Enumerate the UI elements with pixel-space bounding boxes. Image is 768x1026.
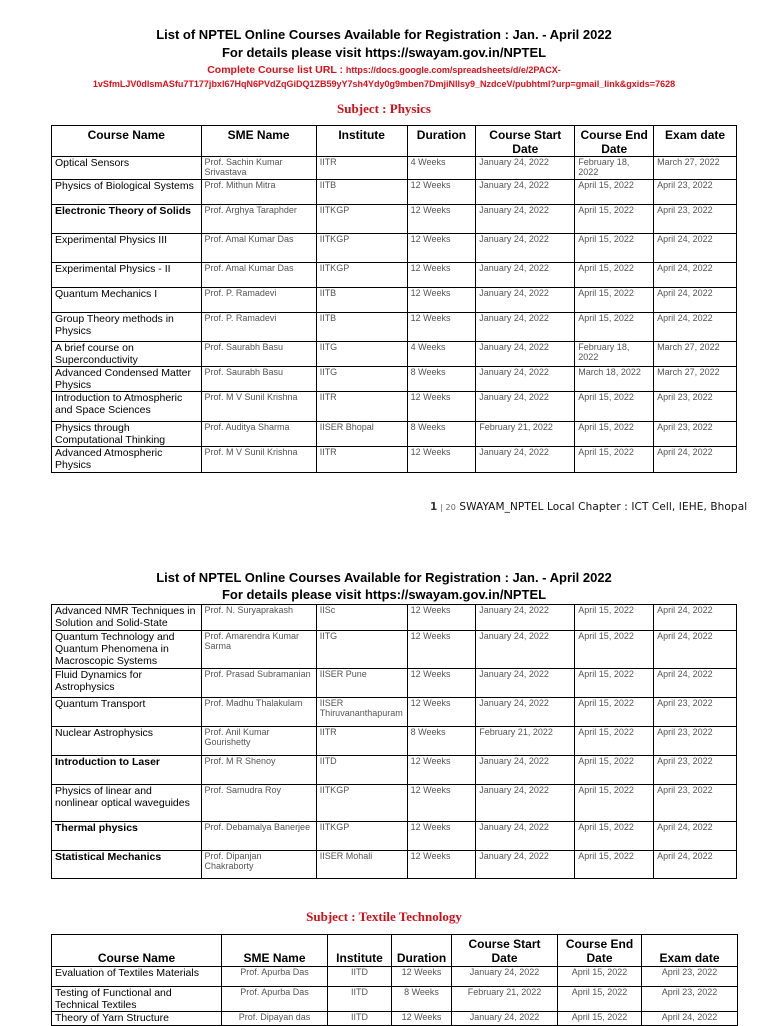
course-list-url-line-1 — [0, 64, 768, 76]
exam-date-cell: April 23, 2022 — [642, 987, 738, 1012]
footer-page-total: 20 — [445, 503, 456, 512]
exam-date-cell: April 24, 2022 — [654, 234, 737, 263]
institute-cell: IISER Bhopal — [316, 422, 407, 447]
table-row — [52, 785, 737, 822]
end-date-cell: April 15, 2022 — [575, 785, 654, 822]
end-date-cell: April 15, 2022 — [575, 447, 654, 473]
institute-cell: IITG — [316, 342, 407, 367]
header-sme-name: SME Name — [201, 126, 316, 157]
table-row — [52, 822, 737, 851]
exam-date-cell: April 24, 2022 — [654, 447, 737, 473]
table-row — [52, 205, 737, 234]
institute-cell: IITD — [328, 967, 392, 987]
table-row — [52, 1012, 738, 1026]
course-name-cell: Physics of linear and nonlinear optical waveguides — [52, 785, 202, 822]
institute-cell: IITB — [316, 180, 407, 205]
institute-cell: IITG — [316, 631, 407, 669]
end-date-cell: April 15, 2022 — [575, 313, 654, 342]
institute-cell: IITR — [316, 727, 407, 756]
duration-cell: 8 Weeks — [407, 367, 476, 392]
start-date-cell: January 24, 2022 — [476, 851, 575, 879]
duration-cell: 12 Weeks — [407, 234, 476, 263]
duration-cell: 12 Weeks — [407, 288, 476, 313]
course-list-url-line-2[interactable]: 1vSfmLJV0dIsmASfu7T177jbxl67HqN6PVdZqGiDQ1ZB59yY7sh4Ydy0g9mben7DmjiNllsy9_NzdceV/pubhtml?urp=gmail_link&gxids=7628 — [92, 79, 676, 89]
header-end-date: Course End Date — [575, 126, 654, 157]
course-name-cell: Advanced NMR Techniques in Solution and Solid-State — [52, 605, 202, 631]
end-date-cell: April 15, 2022 — [575, 180, 654, 205]
header-duration: Duration — [392, 935, 452, 967]
duration-cell: 8 Weeks — [407, 422, 476, 447]
sme-name-cell: Prof. M V Sunil Krishna — [201, 447, 316, 473]
duration-cell: 12 Weeks — [407, 392, 476, 422]
end-date-cell: April 15, 2022 — [575, 698, 654, 727]
exam-date-cell: April 23, 2022 — [654, 180, 737, 205]
exam-date-cell: April 23, 2022 — [654, 756, 737, 785]
header-institute: Institute — [328, 935, 392, 967]
footer-page-number: 1 — [430, 501, 438, 513]
course-name-cell: Physics of Biological Systems — [52, 180, 202, 205]
end-date-cell: March 18, 2022 — [575, 367, 654, 392]
sme-name-cell: Prof. Auditya Sharma — [201, 422, 316, 447]
institute-cell: IITB — [316, 288, 407, 313]
institute-cell: IITD — [328, 1012, 392, 1026]
duration-cell: 12 Weeks — [407, 698, 476, 727]
table-row — [52, 157, 737, 180]
sme-name-cell: Prof. M R Shenoy — [201, 756, 316, 785]
institute-cell: IITKGP — [316, 234, 407, 263]
start-date-cell: January 24, 2022 — [476, 785, 575, 822]
sme-name-cell: Prof. M V Sunil Krishna — [201, 392, 316, 422]
page-2-title: List of NPTEL Online Courses Available for Registration : Jan. - April 2022 — [156, 570, 612, 585]
duration-cell: 8 Weeks — [407, 727, 476, 756]
duration-cell: 12 Weeks — [392, 967, 452, 987]
sme-name-cell: Prof. Dipanjan Chakraborty — [201, 851, 316, 879]
institute-cell: IITG — [316, 367, 407, 392]
page-footer — [430, 501, 747, 513]
course-name-cell: Advanced Atmospheric Physics — [52, 447, 202, 473]
end-date-cell: April 15, 2022 — [575, 822, 654, 851]
start-date-cell: January 24, 2022 — [476, 447, 575, 473]
duration-cell: 12 Weeks — [407, 669, 476, 698]
start-date-cell: January 24, 2022 — [476, 313, 575, 342]
header-end-date: Course End Date — [558, 935, 642, 967]
course-name-cell: Group Theory methods in Physics — [52, 313, 202, 342]
table-row — [52, 605, 737, 631]
course-name-cell: A brief course on Superconductivity — [52, 342, 202, 367]
start-date-cell: January 24, 2022 — [476, 669, 575, 698]
duration-cell: 8 Weeks — [392, 987, 452, 1012]
end-date-cell: April 15, 2022 — [575, 669, 654, 698]
exam-date-cell: April 24, 2022 — [654, 851, 737, 879]
sme-name-cell: Prof. P. Ramadevi — [201, 313, 316, 342]
table-row — [52, 180, 737, 205]
table-row — [52, 987, 738, 1012]
course-name-cell: Advanced Condensed Matter Physics — [52, 367, 202, 392]
table-row — [52, 698, 737, 727]
institute-cell: IITKGP — [316, 785, 407, 822]
sme-name-cell: Prof. Amarendra Kumar Sarma — [201, 631, 316, 669]
duration-cell: 12 Weeks — [392, 1012, 452, 1026]
start-date-cell: January 24, 2022 — [452, 967, 558, 987]
table-row — [52, 367, 737, 392]
institute-cell: IITKGP — [316, 822, 407, 851]
end-date-cell: February 18, 2022 — [575, 342, 654, 367]
course-name-cell: Experimental Physics III — [52, 234, 202, 263]
institute-cell: IITR — [316, 447, 407, 473]
end-date-cell: April 15, 2022 — [575, 205, 654, 234]
start-date-cell: January 24, 2022 — [476, 756, 575, 785]
exam-date-cell: April 23, 2022 — [654, 205, 737, 234]
end-date-cell: April 15, 2022 — [575, 727, 654, 756]
course-name-cell: Physics through Computational Thinking — [52, 422, 202, 447]
course-name-cell: Quantum Mechanics I — [52, 288, 202, 313]
header-institute: Institute — [316, 126, 407, 157]
institute-cell: IITD — [316, 756, 407, 785]
duration-cell: 12 Weeks — [407, 313, 476, 342]
course-name-cell: Electronic Theory of Solids — [52, 205, 202, 234]
table-header-row — [52, 126, 737, 157]
course-name-cell: Introduction to Atmospheric and Space Sciences — [52, 392, 202, 422]
exam-date-cell: April 24, 2022 — [654, 263, 737, 288]
sme-name-cell: Prof. Arghya Taraphder — [201, 205, 316, 234]
start-date-cell: January 24, 2022 — [476, 263, 575, 288]
start-date-cell: February 21, 2022 — [452, 987, 558, 1012]
institute-cell: IITKGP — [316, 263, 407, 288]
duration-cell: 12 Weeks — [407, 205, 476, 234]
duration-cell: 12 Weeks — [407, 631, 476, 669]
course-name-cell: Quantum Technology and Quantum Phenomena in Macroscopic Systems — [52, 631, 202, 669]
start-date-cell: January 24, 2022 — [476, 234, 575, 263]
exam-date-cell: March 27, 2022 — [654, 342, 737, 367]
duration-cell: 12 Weeks — [407, 180, 476, 205]
end-date-cell: April 15, 2022 — [575, 605, 654, 631]
textile-table — [51, 934, 738, 1026]
footer-separator: | — [437, 503, 446, 512]
end-date-cell: February 18, 2022 — [575, 157, 654, 180]
institute-cell: IITB — [316, 313, 407, 342]
exam-date-cell: April 24, 2022 — [654, 669, 737, 698]
start-date-cell: January 24, 2022 — [476, 288, 575, 313]
sme-name-cell: Prof. Samudra Roy — [201, 785, 316, 822]
exam-date-cell: April 24, 2022 — [654, 313, 737, 342]
header-start-date: Course Start Date — [476, 126, 575, 157]
duration-cell: 4 Weeks — [407, 157, 476, 180]
sme-name-cell: Prof. Amal Kumar Das — [201, 263, 316, 288]
course-name-cell: Fluid Dynamics for Astrophysics — [52, 669, 202, 698]
course-name-cell: Theory of Yarn Structure — [52, 1012, 222, 1026]
table-row — [52, 631, 737, 669]
end-date-cell: April 15, 2022 — [575, 288, 654, 313]
end-date-cell: April 15, 2022 — [558, 1012, 642, 1026]
institute-cell: IITD — [328, 987, 392, 1012]
sme-name-cell: Prof. Saurabh Basu — [201, 367, 316, 392]
institute-cell: IISER Pune — [316, 669, 407, 698]
textile-header-row — [52, 935, 738, 967]
course-name-cell: Statistical Mechanics — [52, 851, 202, 879]
table-row — [52, 313, 737, 342]
course-name-cell: Experimental Physics - II — [52, 263, 202, 288]
header-sme-name: SME Name — [222, 935, 328, 967]
course-list-url-label: Complete Course list URL : — [207, 64, 346, 76]
course-list-url-link[interactable]: https://docs.google.com/spreadsheets/d/e/2PACX- — [345, 65, 561, 75]
exam-date-cell: April 23, 2022 — [654, 422, 737, 447]
end-date-cell: April 15, 2022 — [558, 967, 642, 987]
exam-date-cell: April 24, 2022 — [654, 631, 737, 669]
table-row — [52, 669, 737, 698]
sme-name-cell: Prof. Apurba Das — [222, 987, 328, 1012]
course-name-cell: Evaluation of Textiles Materials — [52, 967, 222, 987]
start-date-cell: January 24, 2022 — [476, 180, 575, 205]
course-name-cell: Optical Sensors — [52, 157, 202, 180]
table-row — [52, 447, 737, 473]
sme-name-cell: Prof. Saurabh Basu — [201, 342, 316, 367]
header-course-name: Course Name — [52, 935, 222, 967]
footer-text: SWAYAM_NPTEL Local Chapter : ICT Cell, IEHE, Bhopal — [455, 501, 748, 513]
end-date-cell: April 15, 2022 — [575, 263, 654, 288]
exam-date-cell: April 24, 2022 — [642, 1012, 738, 1026]
duration-cell: 12 Weeks — [407, 785, 476, 822]
end-date-cell: April 15, 2022 — [575, 851, 654, 879]
page-subtitle: For details please visit https://swayam.gov.in/NPTEL — [221, 45, 547, 60]
exam-date-cell: March 27, 2022 — [654, 367, 737, 392]
exam-date-cell: April 23, 2022 — [654, 785, 737, 822]
sme-name-cell: Prof. P. Ramadevi — [201, 288, 316, 313]
institute-cell: IITKGP — [316, 205, 407, 234]
duration-cell: 4 Weeks — [407, 342, 476, 367]
table-row — [52, 342, 737, 367]
start-date-cell: January 24, 2022 — [476, 698, 575, 727]
start-date-cell: February 21, 2022 — [476, 727, 575, 756]
course-name-cell: Introduction to Laser — [52, 756, 202, 785]
sme-name-cell: Prof. Sachin Kumar Srivastava — [201, 157, 316, 180]
duration-cell: 12 Weeks — [407, 447, 476, 473]
table-row — [52, 851, 737, 879]
exam-date-cell: March 27, 2022 — [654, 157, 737, 180]
physics-table-2 — [51, 604, 737, 879]
exam-date-cell: April 23, 2022 — [654, 698, 737, 727]
header-duration: Duration — [407, 126, 476, 157]
exam-date-cell: April 24, 2022 — [654, 605, 737, 631]
table-row — [52, 727, 737, 756]
end-date-cell: April 15, 2022 — [558, 987, 642, 1012]
end-date-cell: April 15, 2022 — [575, 422, 654, 447]
course-name-cell: Thermal physics — [52, 822, 202, 851]
table-row — [52, 967, 738, 987]
institute-cell: IISER Thiruvananthapuram — [316, 698, 407, 727]
start-date-cell: January 24, 2022 — [476, 157, 575, 180]
start-date-cell: January 24, 2022 — [476, 205, 575, 234]
institute-cell: IITR — [316, 157, 407, 180]
exam-date-cell: April 24, 2022 — [654, 288, 737, 313]
physics-table-1 — [51, 125, 737, 473]
exam-date-cell: April 23, 2022 — [654, 727, 737, 756]
start-date-cell: February 21, 2022 — [476, 422, 575, 447]
sme-name-cell: Prof. Madhu Thalakulam — [201, 698, 316, 727]
institute-cell: IISc — [316, 605, 407, 631]
end-date-cell: April 15, 2022 — [575, 234, 654, 263]
institute-cell: IISER Mohali — [316, 851, 407, 879]
header-start-date: Course Start Date — [452, 935, 558, 967]
table-row — [52, 288, 737, 313]
course-name-cell: Quantum Transport — [52, 698, 202, 727]
duration-cell: 12 Weeks — [407, 822, 476, 851]
sme-name-cell: Prof. Mithun Mitra — [201, 180, 316, 205]
institute-cell: IITR — [316, 392, 407, 422]
table-row — [52, 422, 737, 447]
subject-physics-heading: Subject : Physics — [337, 101, 431, 116]
start-date-cell: January 24, 2022 — [476, 367, 575, 392]
exam-date-cell: April 23, 2022 — [654, 392, 737, 422]
course-name-cell: Nuclear Astrophysics — [52, 727, 202, 756]
start-date-cell: January 24, 2022 — [476, 342, 575, 367]
sme-name-cell: Prof. Apurba Das — [222, 967, 328, 987]
start-date-cell: January 24, 2022 — [476, 605, 575, 631]
table-row — [52, 234, 737, 263]
end-date-cell: April 15, 2022 — [575, 631, 654, 669]
exam-date-cell: April 24, 2022 — [654, 822, 737, 851]
sme-name-cell: Prof. Amal Kumar Das — [201, 234, 316, 263]
duration-cell: 12 Weeks — [407, 851, 476, 879]
table-row — [52, 756, 737, 785]
sme-name-cell: Prof. Debamalya Banerjee — [201, 822, 316, 851]
sme-name-cell: Prof. Prasad Subramanian — [201, 669, 316, 698]
course-name-cell: Testing of Functional and Technical Textiles — [52, 987, 222, 1012]
duration-cell: 12 Weeks — [407, 756, 476, 785]
duration-cell: 12 Weeks — [407, 605, 476, 631]
sme-name-cell: Prof. Dipayan das — [222, 1012, 328, 1026]
duration-cell: 12 Weeks — [407, 263, 476, 288]
start-date-cell: January 24, 2022 — [476, 822, 575, 851]
exam-date-cell: April 23, 2022 — [642, 967, 738, 987]
sme-name-cell: Prof. Anil Kumar Gourishetty — [201, 727, 316, 756]
start-date-cell: January 24, 2022 — [476, 631, 575, 669]
page-2-subtitle: For details please visit https://swayam.gov.in/NPTEL — [221, 587, 547, 602]
sme-name-cell: Prof. N. Suryaprakash — [201, 605, 316, 631]
header-exam-date: Exam date — [642, 935, 738, 967]
start-date-cell: January 24, 2022 — [452, 1012, 558, 1026]
page-title: List of NPTEL Online Courses Available for Registration : Jan. - April 2022 — [156, 27, 612, 42]
table-row — [52, 263, 737, 288]
header-exam-date: Exam date — [654, 126, 737, 157]
subject-textile-heading: Subject : Textile Technology — [306, 909, 462, 924]
start-date-cell: January 24, 2022 — [476, 392, 575, 422]
header-course-name: Course Name — [52, 126, 202, 157]
end-date-cell: April 15, 2022 — [575, 756, 654, 785]
end-date-cell: April 15, 2022 — [575, 392, 654, 422]
table-row — [52, 392, 737, 422]
